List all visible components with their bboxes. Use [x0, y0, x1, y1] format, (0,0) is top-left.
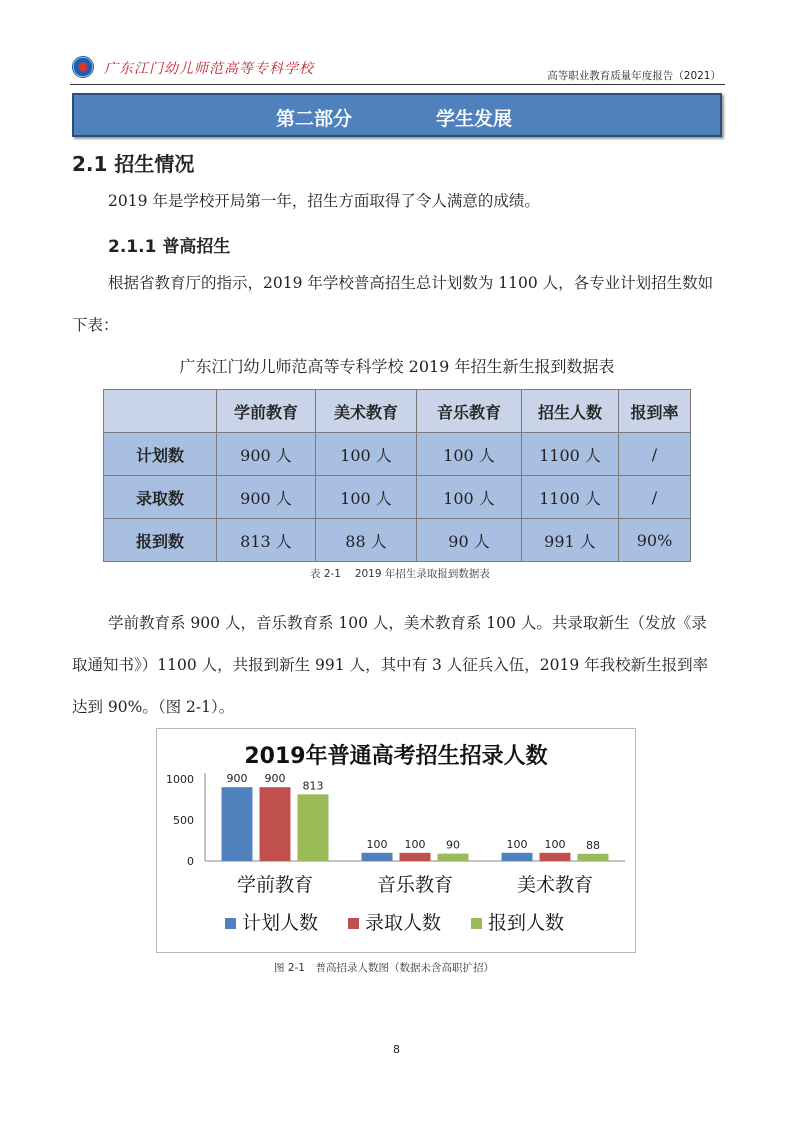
- banner-title: 学生发展: [436, 108, 513, 130]
- y-tick-label: 0: [187, 855, 194, 868]
- school-name-script: 广东江门幼儿师范高等专科学校: [104, 61, 314, 77]
- summary-paragraph: 学前教育系 900 人，音乐教育系 100 人，美术教育系 100 人。共录取新生（发放《录取通知书》）1100 人，共报到新生 991 人，其中有 3 人征兵入伍，2019 年我校新生报到率达到 90%。（图 2-1）。: [72, 614, 709, 716]
- bar-value-label: 88: [586, 838, 600, 852]
- table-cell: 900 人: [217, 476, 316, 519]
- table-cell: 1100 人: [522, 433, 619, 476]
- page-header: [70, 54, 725, 85]
- subsection-heading: 2.1.1 普高招生: [108, 237, 231, 257]
- bar: [260, 787, 291, 861]
- bar: [400, 853, 431, 861]
- table-corner: [104, 390, 217, 433]
- subsection-paragraph: 根据省教育厅的指示，2019 年学校普高招生总计划数为 1100 人，各专业计划招生数如下表：: [72, 274, 714, 334]
- table-cell: 90%: [619, 519, 691, 562]
- school-logo-icon: [72, 56, 94, 78]
- table-title: 广东江门幼儿师范高等专科学校 2019 年招生新生报到数据表: [179, 357, 615, 376]
- table-header: 学前教育: [217, 390, 316, 433]
- chart-svg: [157, 729, 635, 952]
- table-caption: 表 2-1 2019 年招生录取报到数据表: [310, 568, 490, 580]
- legend-label: 计划人数: [242, 912, 319, 934]
- table-cell: /: [619, 476, 691, 519]
- x-tick-label: 音乐教育: [376, 874, 454, 896]
- table-row: [104, 433, 691, 476]
- figure-caption: 图 2-1 普高招录人数图（数据未含高职扩招）: [274, 962, 494, 974]
- bar: [578, 854, 609, 861]
- table-cell: /: [619, 433, 691, 476]
- y-tick-label: 1000: [166, 773, 194, 786]
- enrollment-chart: [156, 728, 636, 953]
- legend-swatch: [348, 918, 359, 929]
- bar: [540, 853, 571, 861]
- report-title: 高等职业教育质量年度报告（2021）: [547, 70, 721, 82]
- banner-part: 第二部分: [276, 108, 353, 130]
- table-cell: 报到数: [104, 519, 217, 562]
- bar-value-label: 100: [506, 837, 528, 851]
- bar: [438, 854, 469, 861]
- table-cell: 900 人: [217, 433, 316, 476]
- x-tick-label: 美术教育: [516, 874, 594, 896]
- table-cell: 计划数: [104, 433, 217, 476]
- table-cell: 100 人: [316, 476, 417, 519]
- bar-value-label: 900: [264, 772, 286, 786]
- bar-value-label: 100: [366, 837, 388, 851]
- bar-value-label: 100: [544, 837, 566, 851]
- table-header-row: [104, 390, 691, 433]
- bar: [362, 853, 393, 861]
- table-cell: 813 人: [217, 519, 316, 562]
- table-row: [104, 476, 691, 519]
- table-header: 音乐教育: [417, 390, 522, 433]
- table-cell: 100 人: [417, 476, 522, 519]
- table-header: 美术教育: [316, 390, 417, 433]
- page-number: 8: [393, 1043, 400, 1056]
- bar-value-label: 90: [446, 838, 460, 852]
- table-cell: 991 人: [522, 519, 619, 562]
- legend-label: 录取人数: [365, 912, 442, 934]
- part-banner: [72, 93, 722, 137]
- table-cell: 88 人: [316, 519, 417, 562]
- legend-swatch: [471, 918, 482, 929]
- section-heading: 2.1 招生情况: [72, 152, 195, 176]
- legend-label: 报到人数: [488, 912, 565, 934]
- table-cell: 1100 人: [522, 476, 619, 519]
- bar: [222, 787, 253, 861]
- table-header: 报到率: [619, 390, 691, 433]
- bar-value-label: 900: [226, 772, 248, 786]
- table-cell: 90 人: [417, 519, 522, 562]
- table-cell: 100 人: [417, 433, 522, 476]
- table-cell: 录取数: [104, 476, 217, 519]
- table-cell: 100 人: [316, 433, 417, 476]
- chart-title: 2019年普通高考招生招录人数: [244, 744, 548, 769]
- bar: [502, 853, 533, 861]
- table-header: 招生人数: [522, 390, 619, 433]
- table-row: [104, 519, 691, 562]
- x-tick-label: 学前教育: [236, 874, 314, 896]
- bar: [298, 794, 329, 861]
- section-intro: 2019 年是学校开局第一年，招生方面取得了令人满意的成绩。: [108, 192, 540, 210]
- enrollment-table: [103, 389, 691, 562]
- bar-value-label: 100: [404, 837, 426, 851]
- legend-swatch: [225, 918, 236, 929]
- y-tick-label: 500: [173, 814, 194, 827]
- bar-value-label: 813: [302, 779, 324, 793]
